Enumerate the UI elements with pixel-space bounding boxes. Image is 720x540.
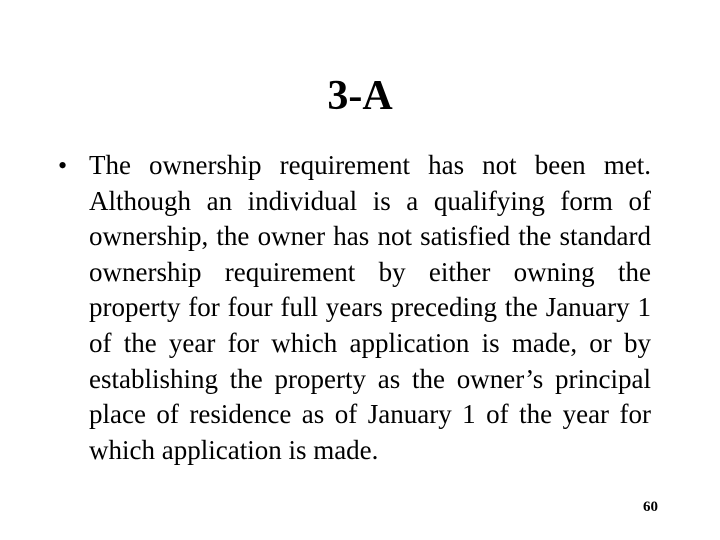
slide-title: 3-A bbox=[327, 73, 393, 119]
page-number: 60 bbox=[643, 499, 658, 515]
bullet-text: The ownership requirement has not been met. Although an individual is a qualifying form of ownership, the owner has not satisfied the standard ownership requirement by either owning the property for four full years preceding the January 1 of the year for which application is made, or by establishing the property as the owner’s principal place of residence as of January 1 of the year for which application is made. bbox=[89, 150, 651, 465]
bullet-icon: • bbox=[58, 151, 68, 180]
bullet-item bbox=[58, 148, 654, 468]
